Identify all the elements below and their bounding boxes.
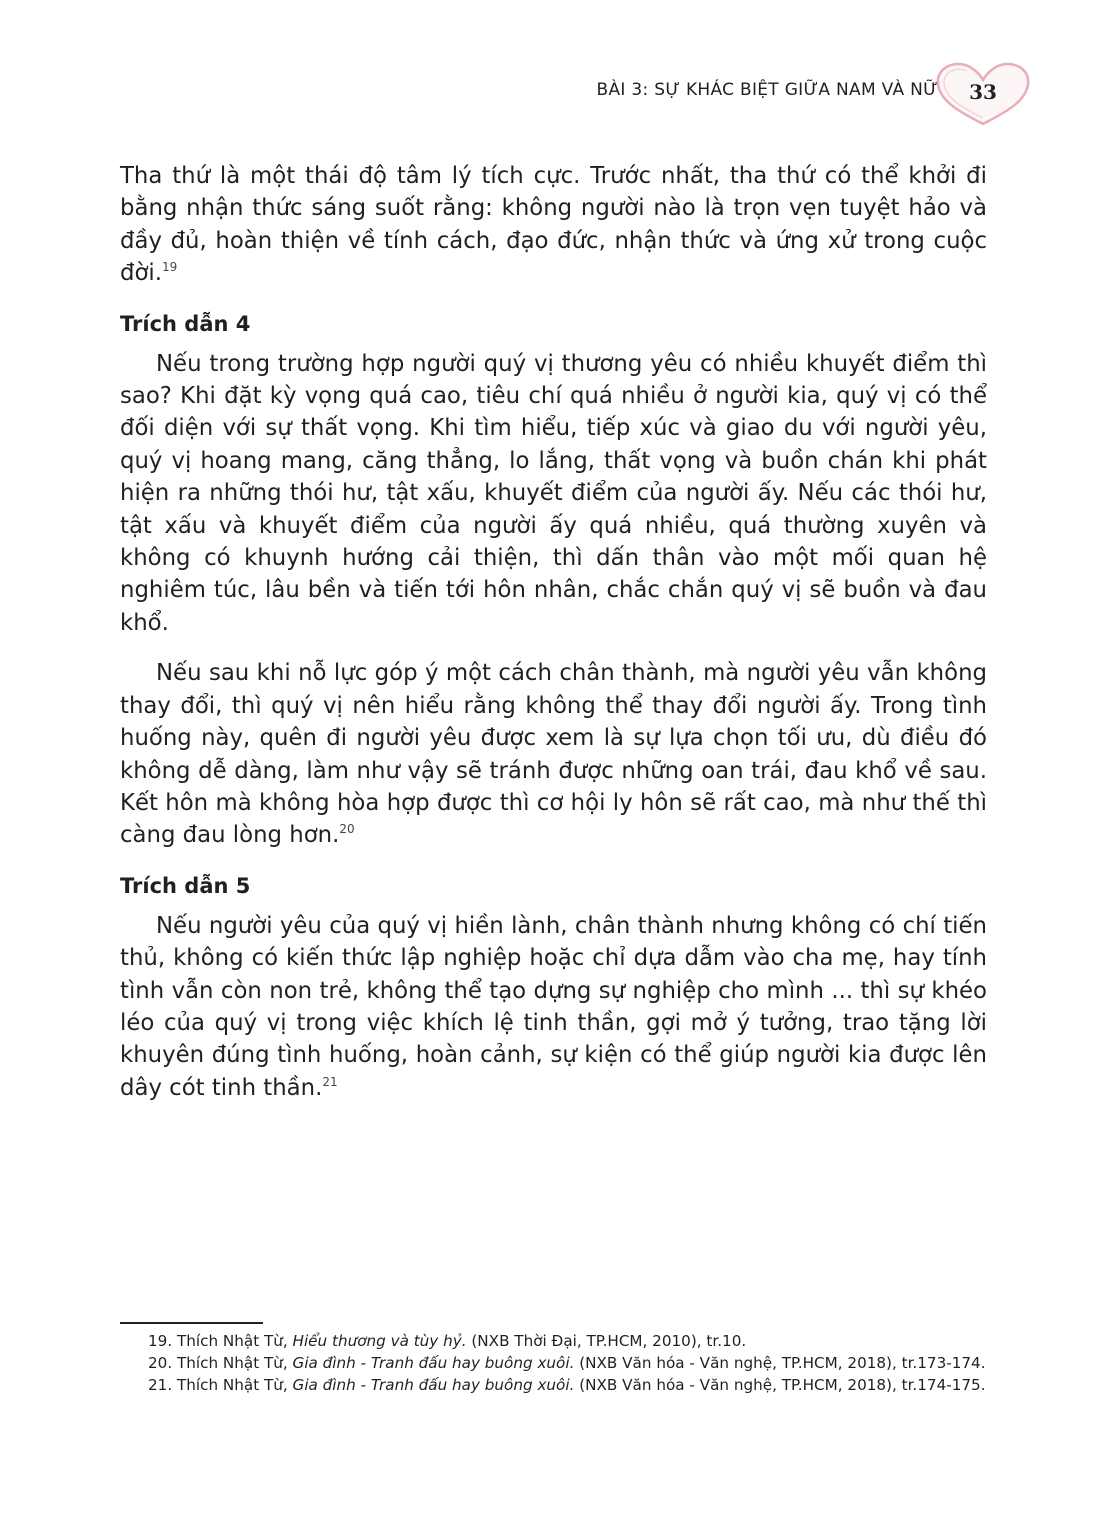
section-heading: Trích dẫn 5: [120, 873, 251, 898]
running-header-title: BÀI 3: SỰ KHÁC BIỆT GIỮA NAM VÀ NỮ: [596, 80, 938, 100]
paragraph: Tha thứ là một thái độ tâm lý tích cực. Trước nhất, tha thứ có thể khởi đi bằng nhận thức sáng suốt rằng: không người nào là trọn vẹn tuyệt hảo và đầy đủ, hoàn thiện về tính cách, đạo đức, nhận thức và ứng xử trong cuộc đời.$^{19}$: [120, 163, 987, 287]
footnote: 21. Thích Nhật Từ, Gia đình - Tranh đấu hay buông xuôi. (NXB Văn hóa - Văn nghệ, TP.HCM, 2018), tr.174-175.: [148, 1376, 986, 1394]
footnote-divider: [120, 1322, 263, 1324]
body-text: [120, 160, 987, 1104]
paragraph: Nếu sau khi nỗ lực góp ý một cách chân thành, mà người yêu vẫn không thay đổi, thì quý vị nên hiểu rằng không thể thay đổi người ấy. Trong tình huống này, quên đi người yêu được xem là sự lựa chọn tối ưu, dù điều đó không dễ dàng, làm như vậy sẽ tránh được những oan trái, đau khổ về sau. Kết hôn mà không hòa hợp được thì cơ hội ly hôn sẽ rất cao, mà như thế thì càng đau lòng hơn.$^{20}$: [120, 660, 987, 849]
paragraph: Nếu người yêu của quý vị hiền lành, chân thành nhưng không có chí tiến thủ, không có kiến thức lập nghiệp hoặc chỉ dựa dẫm vào cha mẹ, hay tính tình vẫn còn non trẻ, không thể tạo dựng sự nghiệp cho mình ... thì sự khéo léo của quý vị trong việc khích lệ tinh thần, gợi mở ý tưởng, trao tặng lời khuyên đúng tình huống, hoàn cảnh, sự kiện có thể giúp người kia được lên dây cót tinh thần.$^{21}$: [120, 912, 987, 1101]
paragraph: Nếu trong trường hợp người quý vị thương yêu có nhiều khuyết điểm thì sao? Khi đặt kỳ vọng quá cao, tiêu chí quá nhiều ở người kia, quý vị có thể đối diện với sự thất vọng. Khi tìm hiểu, tiếp xúc và giao du với người yêu, quý vị hoang mang, căng thẳng, lo lắng, thất vọng và buồn chán khi phát hiện ra những thói hư, tật xấu, khuyết điểm của người ấy. Nếu các thói hư, tật xấu và khuyết điểm của người ấy quá nhiều, quá thường xuyên và không có khuynh hướng cải thiện, thì dấn thân vào một mối quan hệ nghiêm túc, lâu bền và tiến tới hôn nhân, chắc chắn quý vị sẽ buồn và đau khổ.: [120, 350, 987, 636]
footnote-ref: 20: [339, 822, 355, 837]
footnotes: [120, 1330, 988, 1396]
footnote-ref: 19: [162, 260, 178, 275]
page-number: 33: [969, 80, 997, 104]
section-heading: Trích dẫn 4: [120, 311, 251, 336]
footnote: 19. Thích Nhật Từ, Hiểu thương và tùy hỷ. (NXB Thời Đại, TP.HCM, 2010), tr.10.: [148, 1332, 747, 1350]
footnote: 20. Thích Nhật Từ, Gia đình - Tranh đấu hay buông xuôi. (NXB Văn hóa - Văn nghệ, TP.HCM, 2018), tr.173-174.: [148, 1354, 986, 1372]
footnote-ref: 21: [322, 1074, 338, 1089]
